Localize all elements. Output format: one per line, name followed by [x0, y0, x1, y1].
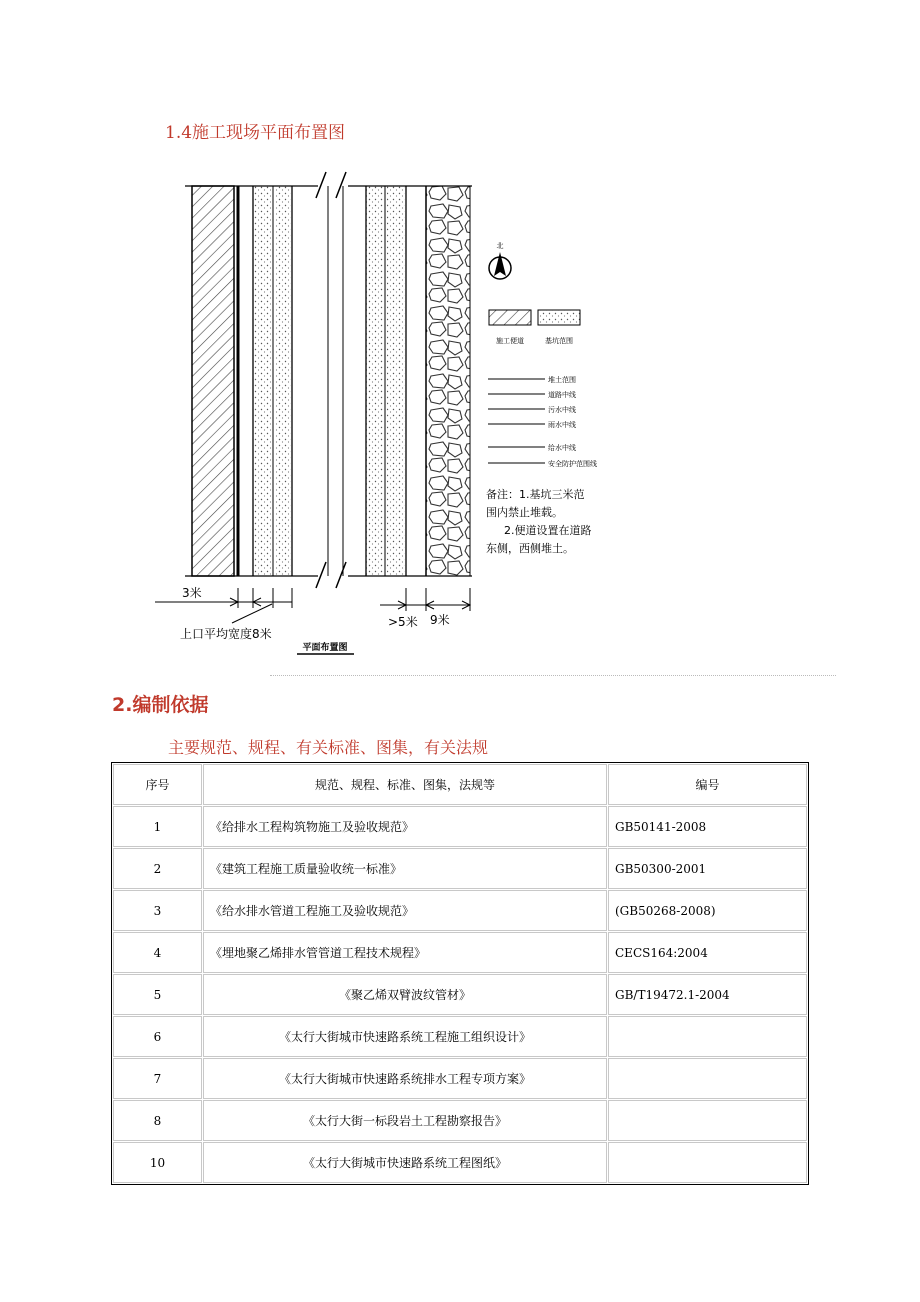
legend-lines — [488, 379, 545, 463]
north-arrow-icon — [489, 252, 511, 279]
dim-9m: 9米 — [430, 613, 450, 627]
cell-code: CECS164:2004 — [608, 932, 807, 973]
header-no: 序号 — [113, 764, 202, 805]
cell-no: 5 — [113, 974, 202, 1015]
cell-name: 《太行大街城市快速路系统工程施工组织设计》 — [203, 1016, 607, 1057]
cell-code — [608, 1142, 807, 1183]
legend-line-label: 雨水中线 — [548, 421, 576, 429]
cell-name: 《埋地聚乙烯排水管管道工程技术规程》 — [203, 932, 607, 973]
cell-no: 2 — [113, 848, 202, 889]
cell-name: 《给排水工程构筑物施工及验收规范》 — [203, 806, 607, 847]
drawing-caption: 平面布置图 — [302, 643, 348, 653]
cell-name: 《太行大街城市快速路系统排水工程专项方案》 — [203, 1058, 607, 1099]
cell-name: 《给水排水管道工程施工及验收规范》 — [203, 890, 607, 931]
table-row — [113, 806, 807, 847]
cell-no: 3 — [113, 890, 202, 931]
header-code: 编号 — [608, 764, 807, 805]
legend-line-label: 污水中线 — [548, 406, 576, 414]
legend-line-label: 堆土范围 — [548, 376, 576, 384]
section-title: 1.4施工现场平面布置图 — [165, 123, 346, 143]
construction-road-zone — [426, 186, 470, 576]
divider — [270, 675, 836, 676]
cell-name: 《太行大街一标段岩土工程勘察报告》 — [203, 1100, 607, 1141]
note-line: 备注：1.基坑三米范 — [486, 488, 585, 501]
site-layout-drawing — [140, 168, 597, 668]
section-heading: 2.编制依据 — [112, 694, 209, 716]
table-row — [113, 974, 807, 1015]
cell-name: 《太行大街城市快速路系统工程图纸》 — [203, 1142, 607, 1183]
cell-no: 8 — [113, 1100, 202, 1141]
legend-line-label: 给水中线 — [548, 444, 576, 452]
cell-code — [608, 1058, 807, 1099]
cell-code — [608, 1016, 807, 1057]
cell-no: 1 — [113, 806, 202, 847]
table-header-row — [113, 764, 807, 805]
cell-no: 4 — [113, 932, 202, 973]
note-line: 东侧，西侧堆土。 — [486, 542, 574, 555]
legend-pit-label: 基坑范围 — [545, 337, 573, 345]
cell-name: 《聚乙烯双臂波纹管材》 — [203, 974, 607, 1015]
note-line: 2.便道设置在道路 — [504, 524, 592, 537]
table-row — [113, 1016, 807, 1057]
cell-code: GB50141-2008 — [608, 806, 807, 847]
table-row — [113, 848, 807, 889]
legend-road-label: 施工便道 — [496, 337, 524, 345]
header-name: 规范、规程、标准、图集，法规等 — [203, 764, 607, 805]
table-subtitle: 主要规范、规程、有关标准、图集，有关法规 — [168, 738, 489, 757]
north-label: 北 — [496, 242, 504, 250]
table-row — [113, 890, 807, 931]
legend-line-label: 安全防护范围线 — [548, 460, 597, 468]
dim-top-width: 上口平均宽度8米 — [180, 627, 272, 641]
standards-table — [111, 762, 809, 1185]
cell-name: 《建筑工程施工质量验收统一标准》 — [203, 848, 607, 889]
cell-no: 7 — [113, 1058, 202, 1099]
table-row — [113, 932, 807, 973]
cell-no: 10 — [113, 1142, 202, 1183]
soil-stockpile-zone — [192, 186, 234, 576]
cell-code: (GB50268-2008) — [608, 890, 807, 931]
note-line: 围内禁止堆载。 — [486, 506, 563, 519]
table-row — [113, 1100, 807, 1141]
cell-code — [608, 1100, 807, 1141]
dim-3m: 3米 — [182, 586, 202, 600]
legend-line-label: 道路中线 — [548, 391, 576, 399]
cell-code: GB/T19472.1-2004 — [608, 974, 807, 1015]
cell-no: 6 — [113, 1016, 202, 1057]
table-row — [113, 1142, 807, 1183]
cell-code: GB50300-2001 — [608, 848, 807, 889]
dim-5m: >5米 — [388, 615, 418, 629]
table-row — [113, 1058, 807, 1099]
